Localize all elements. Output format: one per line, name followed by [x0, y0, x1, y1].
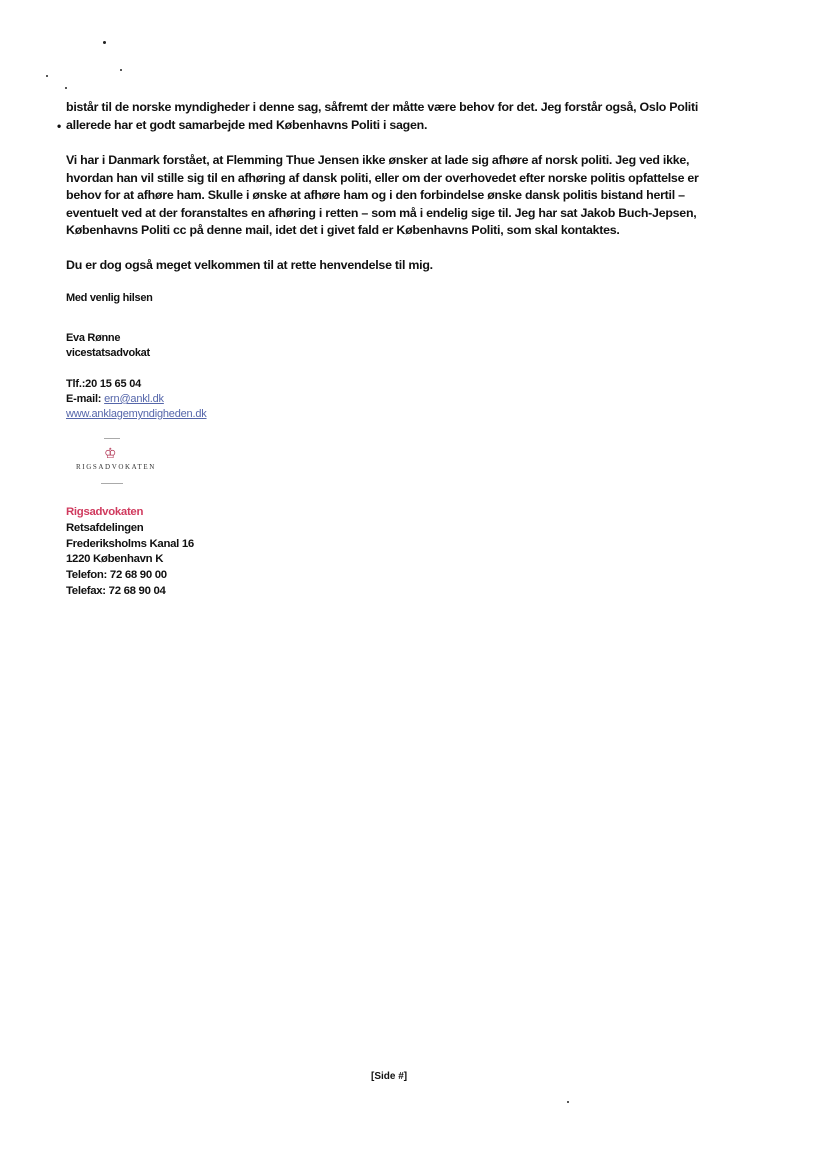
crown-icon: ♔ — [104, 445, 117, 461]
email-link[interactable]: ern@ankl.dk — [104, 393, 164, 405]
text-line: Københavns Politi cc på denne mail, idet det i givet fald er Københavns Politi, som skal kontaktes. — [66, 223, 620, 237]
text-line: allerede har et godt samarbejde med Københavns Politi i sagen. — [66, 117, 428, 132]
email-row — [66, 392, 207, 407]
scan-speck — [46, 75, 48, 77]
website-link[interactable]: www.anklagemyndigheden.dk — [66, 408, 207, 420]
scan-speck — [103, 41, 106, 44]
scan-speck — [65, 87, 67, 89]
text-line: Vi har i Danmark forstået, at Flemming Thue Jensen ikke ønsker at lade sig afhøre af norsk politi. Jeg ved ikke, — [66, 153, 690, 167]
signature-name: Eva Rønne — [66, 332, 121, 344]
website-row — [66, 407, 207, 422]
street-address: Frederiksholms Kanal 16 — [66, 537, 194, 550]
email-label: E-mail: — [66, 393, 105, 405]
text-line: behov for at afhøre ham. Skulle i ønske at afhøre ham og i den forbindelse ønske dansk politis bistand hertil – — [66, 188, 685, 202]
text-line: hvordan han vil stille sig til en afhøring af dansk politi, eller om der overhovedet efter norske politis opfattelse er — [66, 170, 699, 185]
text-line: eventuelt ved at der foranstaltes en afhøring i retten – som må i endelig sige til. Jeg har sat Jakob Buch-Jepsen, — [66, 205, 697, 220]
email-paragraph-3: Du er dog også meget velkommen til at rette henvendelse til mig. — [66, 258, 433, 272]
postal-city: 1220 København K — [66, 553, 164, 566]
contact-block — [66, 377, 207, 422]
telephone: Telefon: 72 68 90 00 — [66, 569, 167, 582]
scan-speck — [120, 69, 122, 71]
closing-greeting: Med venlig hilsen — [66, 292, 153, 304]
email-paragraph-2 — [66, 152, 716, 240]
phone-number: Tlf.:20 15 65 04 — [66, 378, 142, 390]
department-name: Retsafdelingen — [66, 521, 144, 534]
signature-title: vicestatsadvokat — [66, 347, 150, 359]
telefax: Telefax: 72 68 90 04 — [66, 584, 166, 597]
text-line: bistår til de norske myndigheder i denne sag, såfremt der måtte være behov for det. Jeg forstår også, Oslo Politi — [66, 100, 699, 114]
logo-rule — [104, 438, 120, 439]
bullet-dot-icon: • — [57, 119, 62, 133]
page-number-marker: [Side #] — [371, 1071, 408, 1082]
scan-speck — [567, 1101, 569, 1103]
rigsadvokaten-logo — [66, 430, 166, 490]
address-block — [66, 505, 194, 600]
email-paragraph-1 — [66, 99, 716, 134]
organization-name: Rigsadvokaten — [66, 506, 144, 518]
logo-rule — [101, 483, 123, 484]
logo-wordmark: RIGSADVOKATEN — [76, 463, 156, 471]
